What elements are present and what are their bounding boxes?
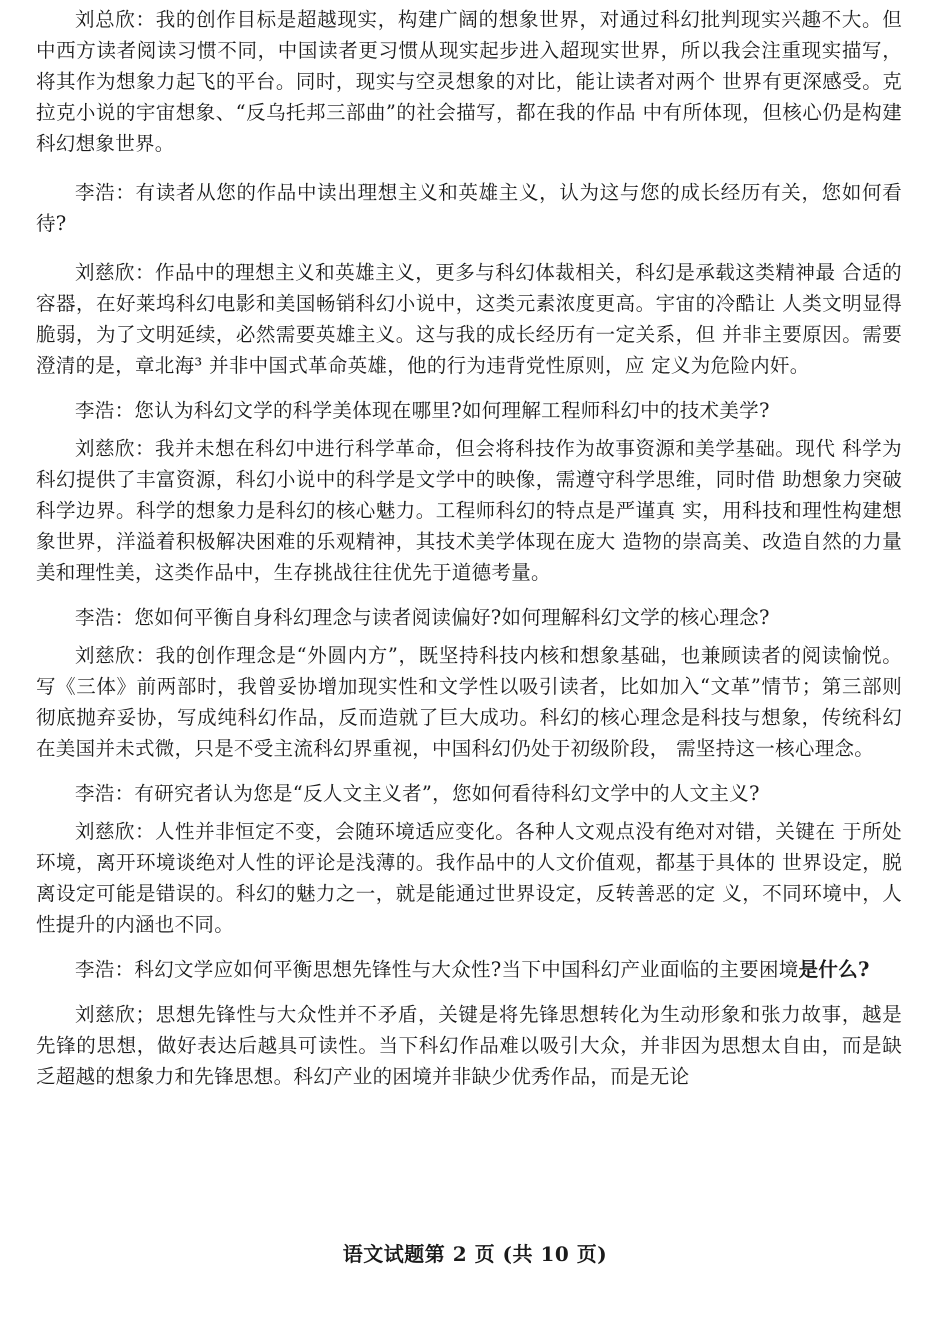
paragraph-question-3: 李浩：您认为科幻文学的科学美体现在哪里?如何理解工程师科幻中的技术美学? (75, 399, 770, 422)
question-6-tail: 是什么? (798, 958, 870, 981)
question-6-text: 李浩：科幻文学应如何平衡思想先锋性与大众性?当下中国科幻产业面临的主要困境 (75, 958, 799, 981)
paragraph-answer-6: 刘慈欣；思想先锋性与大众性并不矛盾，关键是将先锋思想转化为生动形象和张力故事，越是先锋的思想，做好表达后越具可读性。当下科幻作品难以吸引大众，并非因为思想太自由，而是缺乏超越的想象力和先锋思想。科幻产业的困境并非缺少优秀作品，而是无论 (36, 1003, 902, 1088)
paragraph-question-2: 李浩：有读者从您的作品中读出理想主义和英雄主义，认为这与您的成长经历有关，您如何看待? (36, 181, 902, 235)
paragraph-answer-3: 刘慈欣：我并未想在科幻中进行科学革命，但会将科技作为故事资源和美学基础。现代 科学为科幻提供了丰富资源，科幻小说中的科学是文学中的映像，需遵守科学思维，同时借 助想象力突破科学边界。科学的想象力是科幻的核心魅力。工程师科幻的特点是严谨真 实，用科技和理性构建想象世界，洋溢着积极解决困难的乐观精神，其技术美学体现在庞大 造物的崇高美、改造自然的力量美和理性美，这类作品中，生存挑战往往优先于道德考量。 (36, 437, 902, 584)
paragraph-answer-5: 刘慈欣：人性并非恒定不变，会随环境适应变化。各种人文观点没有绝对对错，关键在 于所处环境，离开环境谈绝对人性的评论是浅薄的。我作品中的人文价值观，都基于具体的 世界设定，脱离设定可能是错误的。科幻的魅力之一，就是能通过世界设定，反转善恶的定 义，不同环境中，人性提升的内涵也不同。 (36, 820, 902, 936)
paragraph-question-6 (36, 954, 902, 985)
paragraph-answer-2: 刘慈欣：作品中的理想主义和英雄主义，更多与科幻体裁相关，科幻是承载这类精神最 合适的容器，在好莱坞科幻电影和美国畅销科幻小说中，这类元素浓度更高。宇宙的冷酷让 人类文明显得脆弱，为了文明延续，必然需要英雄主义。这与我的成长经历有一定关系，但 并非主要原因。需要澄清的是，章北海³ 并非中国式革命英雄，他的行为违背党性原则，应 定义为危险内奸。 (36, 261, 902, 377)
paragraph-question-5: 李浩：有研究者认为您是“反人文主义者”，您如何看待科幻文学中的人文主义? (75, 782, 760, 805)
paragraph-answer-1: 刘总欣：我的创作目标是超越现实，构建广阔的想象世界，对通过科幻批判现实兴趣不大。但中西方读者阅读习惯不同，中国读者更习惯从现实起步进入超现实世界，所以我会注重现实描写，将其作为想象力起飞的平台。同时，现实与空灵想象的对比，能让读者对两个 世界有更深感受。克拉克小说的宇宙想象、“反乌托邦三部曲”的社会描写，都在我的作品 中有所体现，但核心仍是构建科幻想象世界。 (36, 8, 902, 155)
paragraph-answer-4: 刘慈欣：我的创作理念是“外圆内方”，既坚持科技内核和想象基础，也兼顾读者的阅读愉悦。写《三体》前两部时，我曾妥协增加现实性和文学性以吸引读者，比如加入“文革”情节；第三部则彻底抛弃妥协，写成纯科幻作品，反而造就了巨大成功。科幻的核心理念是科技与想象，传统科幻在美国并未式微，只是不受主流科幻界重视，中国科幻仍处于初级阶段， 需坚持这一核心理念。 (36, 644, 902, 760)
page-footer: 语文试题第 2 页 (共 10 页) (342, 1242, 608, 1266)
paragraph-question-4: 李浩：您如何平衡自身科幻理念与读者阅读偏好?如何理解科幻文学的核心理念? (75, 606, 770, 629)
document-body (36, 0, 902, 1092)
